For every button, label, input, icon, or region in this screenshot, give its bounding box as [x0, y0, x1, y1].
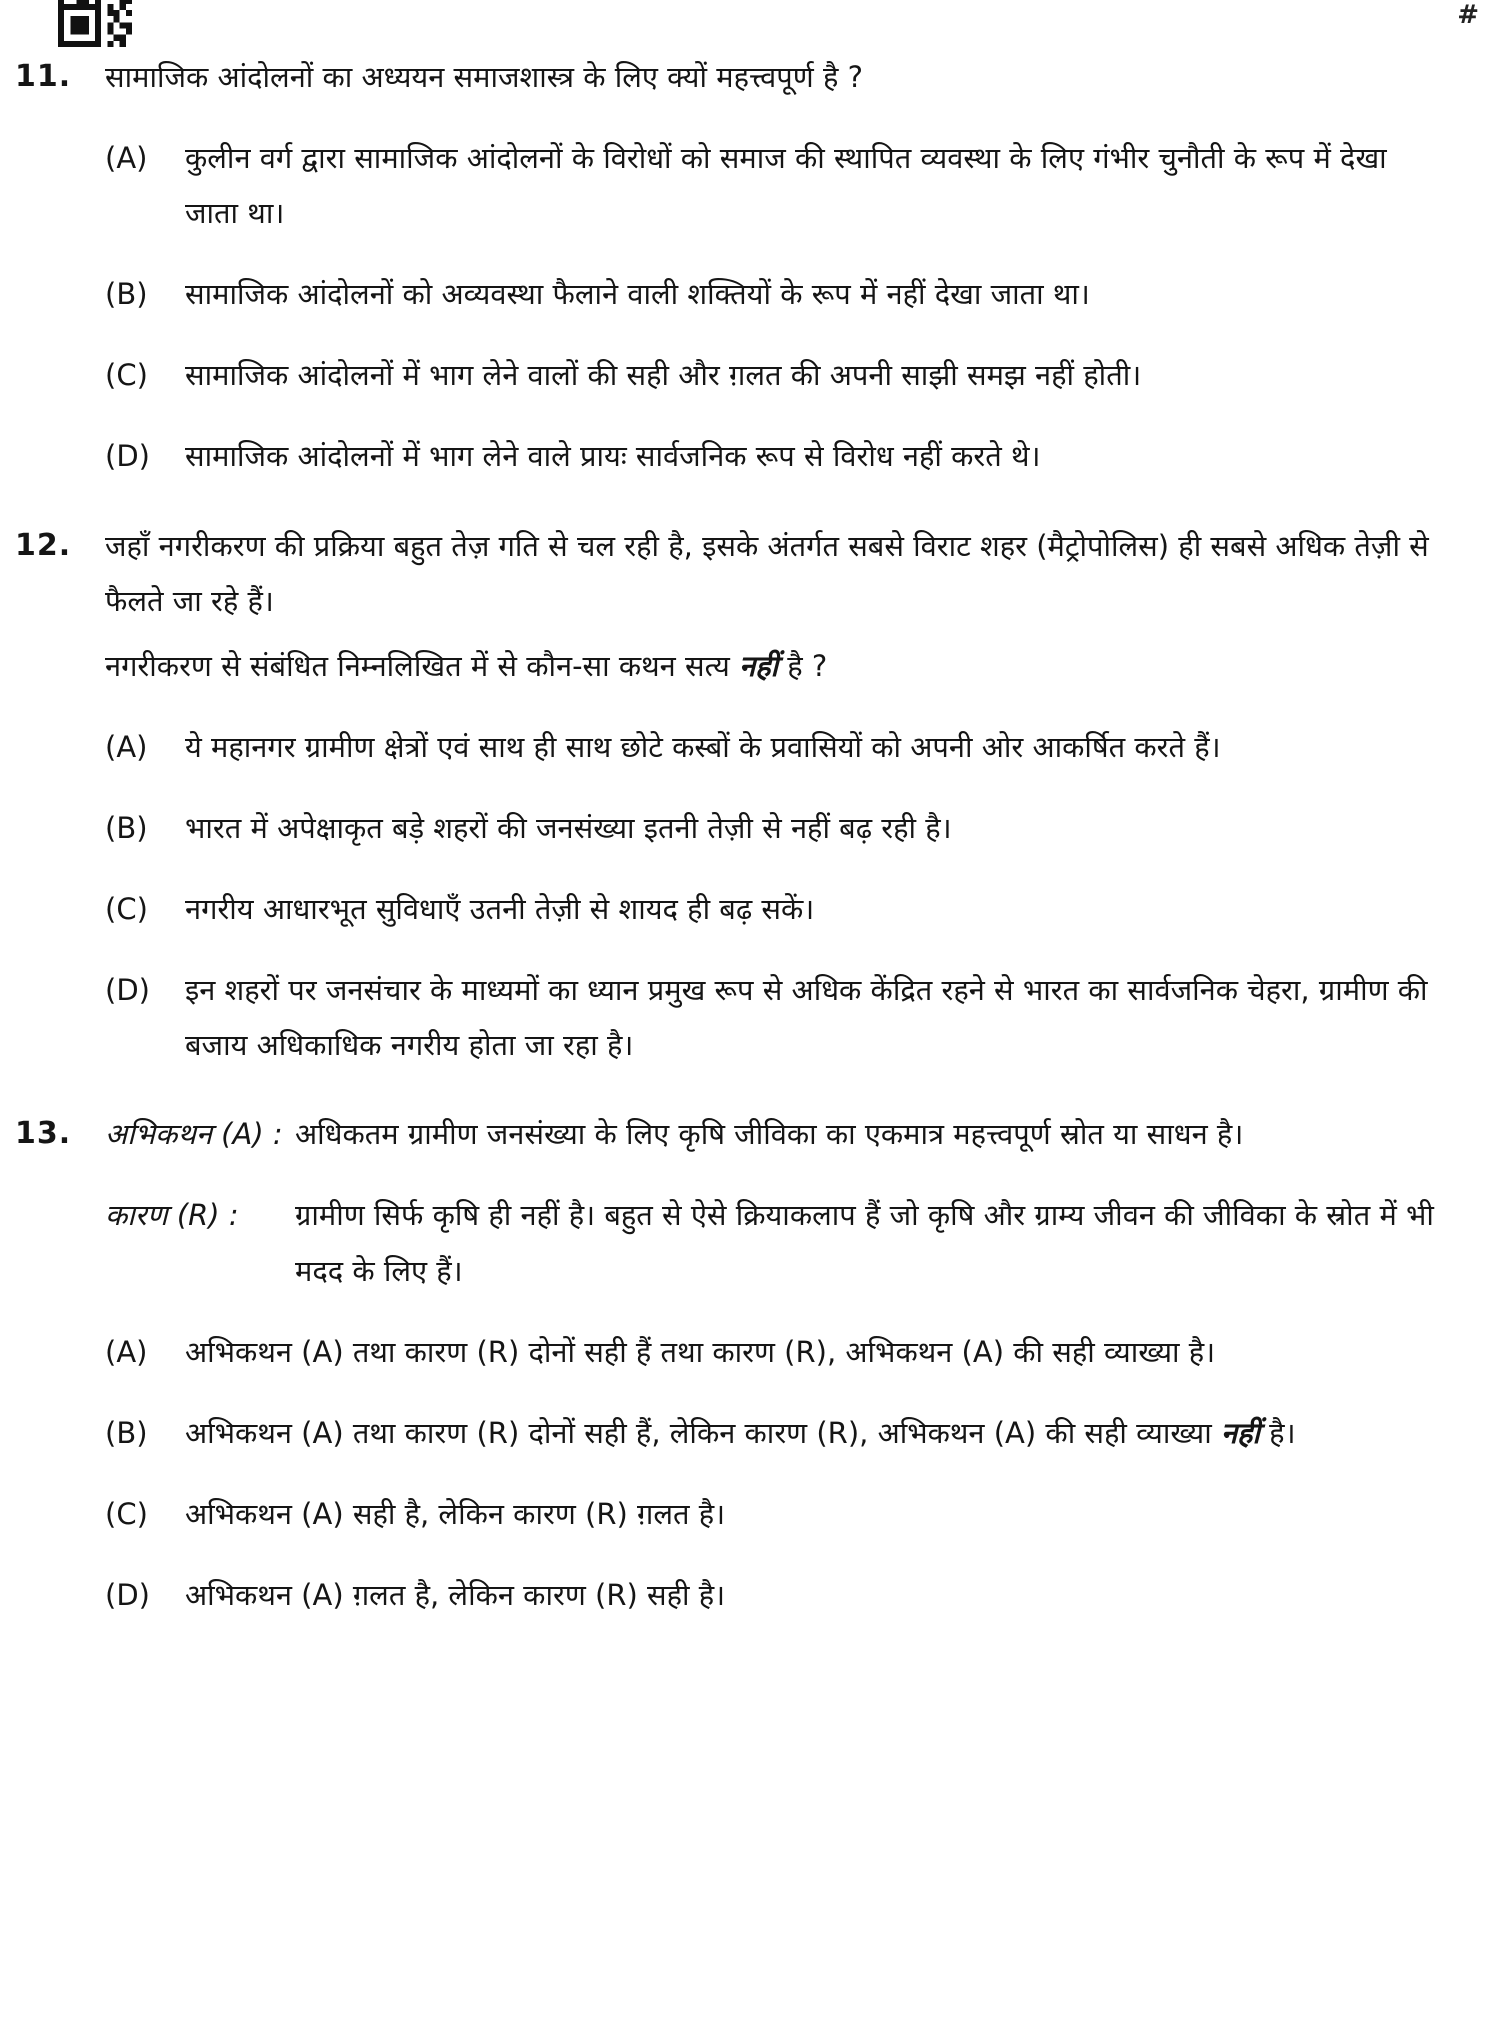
option-label: (A): [105, 141, 148, 176]
questions-content: [15, 0, 1450, 1623]
option-text: नगरीय आधारभूत सुविधाएँ उतनी तेज़ी से शायद ही बढ़ सकें।: [185, 892, 815, 927]
option-label: (D): [105, 973, 150, 1008]
option-label: (D): [105, 439, 150, 474]
option-text: [185, 1406, 1450, 1461]
reason-row: [15, 1188, 1450, 1298]
option-text: सामाजिक आंदोलनों को अव्यवस्था फैलाने वाली शक्तियों के रूप में नहीं देखा जाता था।: [185, 277, 1090, 312]
option-11-c: [15, 348, 1450, 403]
option-11-d: [15, 429, 1450, 484]
option-label: (C): [105, 1496, 148, 1531]
option-text-pre: अभिकथन (A) तथा कारण (R) दोनों सही हैं, लेकिन कारण (R), अभिकथन (A) की सही व्याख्या: [185, 1415, 1221, 1450]
option-label: (B): [105, 810, 148, 845]
option-text: ये महानगर ग्रामीण क्षेत्रों एवं साथ ही साथ छोटे कस्बों के प्रवासियों को अपनी ओर आकर्षित करते हैं।: [185, 729, 1221, 764]
option-text: अभिकथन (A) तथा कारण (R) दोनों सही हैं तथा कारण (R), अभिकथन (A) की सही व्याख्या है।: [185, 1334, 1216, 1369]
option-text: भारत में अपेक्षाकृत बड़े शहरों की जनसंख्या इतनी तेज़ी से नहीं बढ़ रही है।: [185, 810, 952, 845]
question-text-post: है ?: [778, 648, 828, 683]
question-13: [15, 1107, 1450, 1623]
assertion-row: [15, 1107, 1450, 1162]
option-text: अभिकथन (A) सही है, लेकिन कारण (R) ग़लत है।: [185, 1496, 726, 1531]
option-12-b: [15, 801, 1450, 856]
option-label: (D): [105, 1577, 150, 1612]
page-corner-mark: #: [1457, 0, 1479, 30]
option-text: अभिकथन (A) ग़लत है, लेकिन कारण (R) सही है।: [185, 1577, 726, 1612]
option-12-d: [15, 963, 1450, 1073]
question-11: [15, 50, 1450, 485]
reason-text: ग्रामीण सिर्फ कृषि ही नहीं है। बहुत से ऐसे क्रियाकलाप हैं जो कृषि और ग्राम्य जीवन की जीविका के स्रोत में भी मदद के लिए हैं।: [295, 1198, 1434, 1288]
question-text-emphasis: नहीं: [739, 648, 779, 683]
option-13-a: [15, 1325, 1450, 1380]
question-text-pre: नगरीकरण से संबंधित निम्नलिखित में से कौन-सा कथन सत्य: [105, 648, 740, 683]
question-number: 13.: [15, 1116, 72, 1152]
option-12-c: [15, 882, 1450, 937]
option-label: (B): [105, 1415, 148, 1450]
question-number: 11.: [15, 59, 72, 94]
option-text: इन शहरों पर जनसंचार के माध्यमों का ध्यान प्रमुख रूप से अधिक केंद्रित रहने से भारत का सार्वजनिक चेहरा, ग्रामीण की बजाय अधिकाधिक नगरीय होता जा रहा है।: [185, 973, 1428, 1063]
question-intro: जहाँ नगरीकरण की प्रक्रिया बहुत तेज़ गति से चल रही है, इसके अंतर्गत सबसे विराट शहर (मैट्रोपोलिस) ही सबसे अधिक तेज़ी से फैलते जा रहे हैं।: [105, 528, 1429, 618]
option-12-a: [15, 720, 1450, 775]
question-number: 12.: [15, 527, 72, 563]
option-text: कुलीन वर्ग द्वारा सामाजिक आंदोलनों के विरोधों को समाज की स्थापित व्यवस्था के लिए गंभीर चुनौती के रूप में देखा जाता था।: [185, 141, 1387, 231]
option-label: (C): [105, 358, 148, 393]
option-text: सामाजिक आंदोलनों में भाग लेने वालों की सही और ग़लत की अपनी साझी समझ नहीं होती।: [185, 358, 1142, 393]
option-13-c: [15, 1487, 1450, 1542]
option-text: सामाजिक आंदोलनों में भाग लेने वाले प्रायः सार्वजनिक रूप से विरोध नहीं करते थे।: [185, 439, 1041, 474]
option-label: (C): [105, 892, 148, 927]
option-label: (A): [105, 1334, 148, 1369]
question-12: [15, 519, 1450, 1074]
option-11-b: [15, 267, 1450, 322]
option-text-emphasis: नहीं: [1220, 1415, 1260, 1450]
option-text-post: है।: [1259, 1415, 1296, 1450]
option-11-a: [15, 131, 1450, 241]
question-text: [105, 639, 1446, 694]
qr-code-icon: [58, 0, 132, 47]
option-label: (B): [105, 277, 148, 312]
question-text: सामाजिक आंदोलनों का अध्ययन समाजशास्त्र के लिए क्यों महत्त्वपूर्ण है ?: [105, 60, 863, 94]
option-13-d: [15, 1568, 1450, 1623]
option-label: (A): [105, 729, 148, 764]
option-13-b: [15, 1406, 1450, 1461]
assertion-text: अधिकतम ग्रामीण जनसंख्या के लिए कृषि जीविका का एकमात्र महत्त्वपूर्ण स्रोत या साधन है।: [295, 1117, 1244, 1152]
reason-label: कारण (R) :: [105, 1198, 239, 1233]
assertion-label: अभिकथन (A) :: [105, 1117, 283, 1152]
